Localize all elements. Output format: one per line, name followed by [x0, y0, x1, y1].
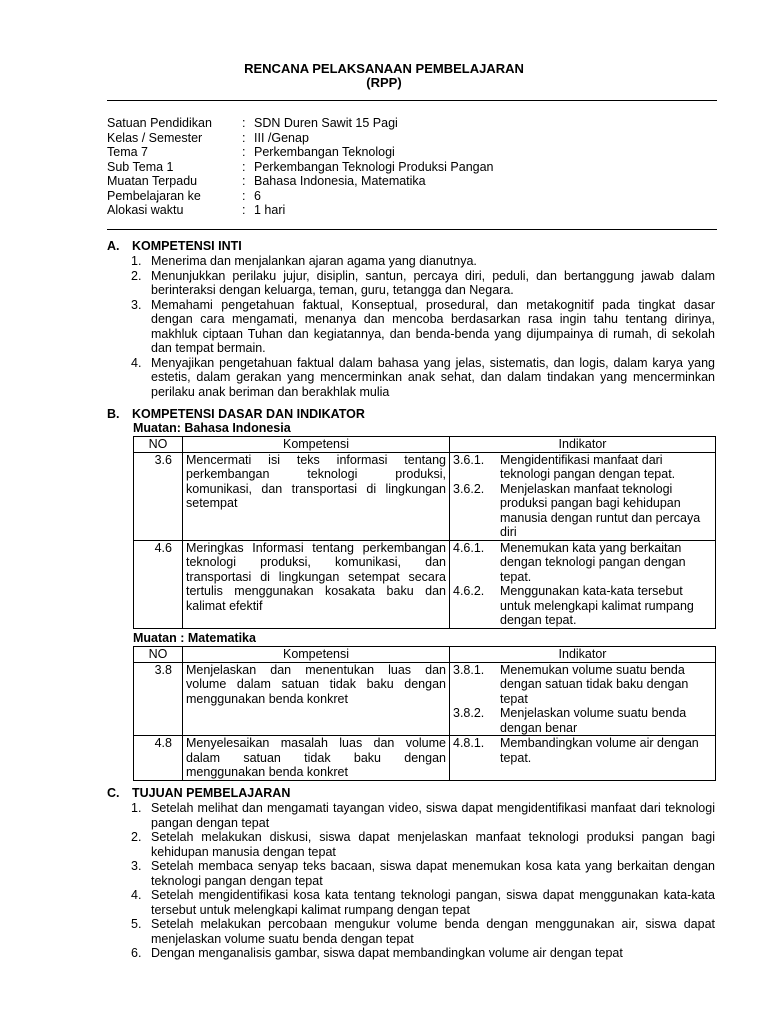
- table-header-row: [134, 647, 716, 663]
- item-number: [107, 888, 151, 917]
- header-no: NO: [134, 437, 183, 453]
- kompetensi-text: Mencermati isi teks informasi tentang perkembangan teknologi produksi, komunikasi, dan transportasi di lingkungan setempat: [183, 452, 450, 540]
- item-number: [107, 946, 151, 961]
- item-number: [107, 269, 151, 298]
- identity-value: 1 hari: [254, 203, 286, 217]
- item-text: Menerima dan menjalankan ajaran agama yang dianutnya.: [151, 254, 477, 268]
- document-subtitle: (RPP): [366, 75, 402, 90]
- indikator-item: [453, 541, 712, 585]
- item-number-text: 2.: [131, 268, 142, 283]
- identity-row: [107, 116, 494, 131]
- indikator-item: [453, 663, 712, 707]
- item-number-text: 5.: [131, 917, 142, 931]
- item-number: [107, 356, 151, 400]
- indikator-cell: [450, 452, 716, 540]
- item-number: [107, 830, 151, 859]
- table-header-row: [134, 437, 716, 453]
- indikator-cell: [450, 540, 716, 628]
- item-number-text: 6.: [131, 946, 142, 960]
- list-item: [107, 859, 715, 888]
- list-item: [107, 269, 715, 298]
- item-number: [107, 298, 151, 356]
- identity-colon: :: [242, 203, 246, 217]
- identity-row: [107, 131, 494, 146]
- section-title: TUJUAN PEMBELAJARAN: [132, 786, 291, 800]
- section-letter: B.: [107, 407, 120, 421]
- indikator-item: [453, 736, 712, 765]
- item-number-text: 3.: [131, 859, 142, 873]
- section-a-heading: [107, 239, 242, 254]
- indikator-item: [453, 482, 712, 540]
- identity-rule: [107, 229, 717, 230]
- item-number-text: 1.: [131, 801, 142, 815]
- indikator-item: [453, 584, 712, 628]
- indikator-text: Menjelaskan manfaat teknologi produksi pangan bagi kehidupan manusia dengan runtut dan percaya diri: [500, 481, 701, 539]
- indikator-code: 4.6.2.: [453, 584, 485, 598]
- section-title: KOMPETENSI DASAR DAN INDIKATOR: [132, 407, 365, 421]
- item-number-text: 1.: [131, 254, 142, 268]
- identity-label: Muatan Terpadu: [107, 174, 198, 188]
- item-text: Setelah melakukan percobaan mengukur volume benda dengan menggunakan air, siswa dapat menjelaskan volume suatu benda dengan tepat: [151, 917, 715, 946]
- item-text: Setelah melihat dan mengamati tayangan video, siswa dapat mengidentifikasi manfaat dari teknologi pangan dengan tepat: [151, 801, 715, 830]
- indikator-text: Menemukan kata yang berkaitan dengan teknologi pangan dengan tepat.: [500, 540, 686, 584]
- list-item: [107, 356, 715, 400]
- item-text: Memahami pengetahuan faktual, Konseptual, prosedural, dan metakognitif pada tingkat dasar dengan cara mengamati, menanya dan mencoba berdasarkan rasa ingin tahu tentang dirinya, makhluk ciptaan Tuhan dan kegiatannya, dan benda-benda yang dijumpainya di rumah, di sekolah dan tempat bermain.: [151, 297, 715, 355]
- item-number-text: 2.: [131, 830, 142, 844]
- section-letter: C.: [107, 786, 120, 800]
- indikator-code: 4.6.1.: [453, 540, 485, 555]
- identity-label: Alokasi waktu: [107, 203, 184, 217]
- kd-number: 3.6: [134, 452, 183, 540]
- identity-label: Pembelajaran ke: [107, 188, 201, 203]
- identity-colon: :: [242, 159, 246, 174]
- indikator-text: Mengidentifikasi manfaat dari teknologi pangan dengan tepat.: [500, 452, 676, 481]
- item-number: [107, 254, 151, 269]
- indikator-code: 3.8.2.: [453, 706, 485, 720]
- identity-colon: :: [242, 145, 246, 159]
- indikator-text: Menjelaskan volume suatu benda dengan benar: [500, 706, 687, 735]
- identity-block: [107, 116, 494, 218]
- item-text: Dengan menganalisis gambar, siswa dapat membandingkan volume air dengan tepat: [151, 946, 623, 960]
- header-no: NO: [134, 647, 183, 663]
- item-text: Menyajikan pengetahuan faktual dalam bahasa yang jelas, sistematis, dan logis, dalam karya yang estetis, dalam gerakan yang mencerminkan anak sehat, dan dalam tindakan yang mencerminkan perilaku anak beriman dan berakhlak mulia: [151, 355, 715, 399]
- identity-label: Tema 7: [107, 145, 148, 159]
- identity-row: [107, 160, 494, 175]
- identity-row: [107, 174, 494, 189]
- kd-table-matematika: [133, 646, 716, 781]
- kd-number: 4.8: [134, 736, 183, 781]
- kompetensi-text: Menjelaskan dan menentukan luas dan volume dalam satuan tidak baku dengan menggunakan benda konkret: [183, 662, 450, 736]
- document-title: RENCANA PELAKSANAAN PEMBELAJARAN: [244, 61, 524, 76]
- indikator-code: 4.8.1.: [453, 736, 485, 750]
- identity-row: [107, 189, 494, 204]
- table-row: [134, 662, 716, 736]
- table-row: [134, 452, 716, 540]
- indikator-code: 3.6.2.: [453, 481, 485, 496]
- section-c-heading: [107, 786, 290, 801]
- identity-value: Perkembangan Teknologi: [254, 145, 395, 159]
- item-number-text: 4.: [131, 888, 142, 902]
- list-item: [107, 917, 715, 946]
- indikator-text: Menggunakan kata-kata tersebut untuk melengkapi kalimat rumpang dengan tepat.: [500, 584, 694, 627]
- identity-colon: :: [242, 188, 246, 203]
- item-number: [107, 859, 151, 888]
- identity-colon: :: [242, 174, 246, 188]
- list-item: [107, 888, 715, 917]
- identity-label: Kelas / Semester: [107, 130, 203, 145]
- header-komp: Kompetensi: [183, 437, 450, 453]
- list-item: [107, 830, 715, 859]
- item-number: [107, 917, 151, 946]
- muatan-bahasa-heading: Muatan: Bahasa Indonesia: [133, 421, 291, 435]
- item-text: Setelah mengidentifikasi kosa kata tentang teknologi pangan, siswa dapat menggunakan kata-kata tersebut untuk melengkapi kalimat rumpang dengan tepat: [151, 888, 715, 917]
- header-komp: Kompetensi: [183, 647, 450, 663]
- kompetensi-text: Meringkas Informasi tentang perkembangan teknologi produksi, komunikasi, dan transportasi di lingkungan setempat secara tertulis menggunakan kosakata baku dan kalimat efektif: [183, 540, 450, 628]
- kd-number: 3.8: [134, 662, 183, 736]
- identity-row: [107, 203, 494, 218]
- kompetensi-text: Menyelesaikan masalah luas dan volume dalam satuan tidak baku dengan menggunakan benda konkret: [183, 736, 450, 781]
- section-title: KOMPETENSI INTI: [132, 239, 242, 253]
- muatan-matematika-heading: Muatan : Matematika: [133, 631, 256, 645]
- list-item: [107, 801, 715, 830]
- indikator-cell: [450, 662, 716, 736]
- identity-label: Satuan Pendidikan: [107, 116, 212, 130]
- table-row: [134, 736, 716, 781]
- kd-table-bahasa: [133, 436, 716, 629]
- indikator-cell: [450, 736, 716, 781]
- table-row: [134, 540, 716, 628]
- section-letter: A.: [107, 239, 120, 253]
- header-ind: Indikator: [450, 437, 716, 453]
- item-number-text: 3.: [131, 297, 142, 312]
- identity-value: Bahasa Indonesia, Matematika: [254, 174, 426, 188]
- identity-value: III /Genap: [254, 130, 309, 145]
- kompetensi-inti-list: [107, 254, 715, 399]
- list-item: [107, 254, 715, 269]
- item-number-text: 4.: [131, 355, 142, 370]
- item-number: [107, 801, 151, 830]
- indikator-text: Membandingkan volume air dengan tepat.: [500, 736, 699, 765]
- item-text: Setelah melakukan diskusi, siswa dapat menjelaskan manfaat teknologi produksi pangan bagi kehidupan manusia dengan tepat: [151, 830, 715, 859]
- identity-label: Sub Tema 1: [107, 159, 174, 174]
- indikator-code: 3.6.1.: [453, 452, 485, 467]
- identity-value: SDN Duren Sawit 15 Pagi: [254, 116, 398, 130]
- indikator-item: [453, 453, 712, 482]
- header-ind: Indikator: [450, 647, 716, 663]
- section-b-heading: [107, 407, 365, 422]
- indikator-text: Menemukan volume suatu benda dengan satuan tidak baku dengan tepat: [500, 662, 689, 706]
- tujuan-list: [107, 801, 715, 961]
- indikator-item: [453, 706, 712, 735]
- kd-number: 4.6: [134, 540, 183, 628]
- header-rule: [107, 100, 717, 101]
- identity-value: 6: [254, 188, 261, 203]
- identity-colon: :: [242, 116, 246, 130]
- identity-value: Perkembangan Teknologi Produksi Pangan: [254, 159, 494, 174]
- identity-row: [107, 145, 494, 160]
- list-item: [107, 946, 715, 961]
- indikator-code: 3.8.1.: [453, 662, 485, 677]
- list-item: [107, 298, 715, 356]
- item-text: Menunjukkan perilaku jujur, disiplin, santun, percaya diri, peduli, dan bertanggung jawab dalam berinteraksi dengan keluarga, teman, guru, tetangga dan Negara.: [151, 268, 715, 297]
- item-text: Setelah membaca senyap teks bacaan, siswa dapat menemukan kosa kata yang berkaitan dengan teknologi pangan dengan tepat: [151, 859, 715, 888]
- identity-colon: :: [242, 130, 246, 145]
